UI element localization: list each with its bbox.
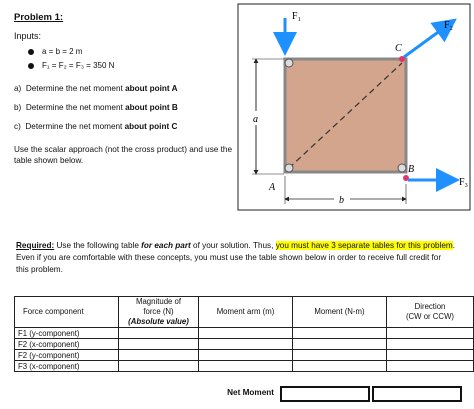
table-row: F2 (x-component) [15,339,474,350]
pin-icon [398,164,406,172]
net-moment-label: Net Moment [227,388,274,397]
question-c: c) Determine the net moment about point C [14,122,178,131]
f1-label: F₁ [292,11,302,22]
bullet-icon [28,49,34,55]
f2-label: F₂ [444,20,454,31]
dimension-a-label: a [253,114,258,125]
required-paragraph: Required: Use the following table for each part of your solution. Thus, you must have 3 separate tables for this problem. Even if you are comfortable with these concepts, you must use the table shown below in order to receive full credit for this problem. [16,241,456,274]
problem-title: Problem 1: [14,12,64,23]
point-c-label: C [395,43,402,54]
f3-label: F₃ [459,177,469,188]
net-moment-value-box[interactable] [280,386,370,402]
inputs-list [28,45,114,73]
header-moment-arm: Moment arm (m) [199,297,293,328]
table-row: F1 (y-component) [15,328,474,339]
list-item: F₁ = F₂ = F₃ = 350 N [28,59,114,73]
header-magnitude: Magnitude of force (N) (Absolute value) [119,297,199,328]
table-row: F3 (x-component) [15,361,474,372]
header-force-component: Force component [15,297,119,328]
list-item: a = b = 2 m [28,45,114,59]
pin-icon [285,59,293,67]
bullet-icon [28,63,34,69]
table-row: F2 (y-component) [15,350,474,361]
problem-figure [232,0,474,212]
scalar-note: Use the scalar approach (not the cross product) and use the table shown below. [14,145,233,165]
table-header-row [15,297,474,328]
header-direction: Direction (CW or CCW) [387,297,474,328]
point-b-label: B [408,164,415,175]
net-moment-direction-box[interactable] [372,386,462,402]
moment-table [14,296,474,372]
question-a: a) Determine the net moment about point A [14,84,178,93]
question-b: b) Determine the net moment about point B [14,103,178,112]
inputs-label: Inputs: [14,31,42,41]
pin-icon [285,164,293,172]
dimension-b-label: b [339,195,344,206]
header-moment: Moment (N-m) [293,297,387,328]
point-a-label: A [269,182,276,193]
